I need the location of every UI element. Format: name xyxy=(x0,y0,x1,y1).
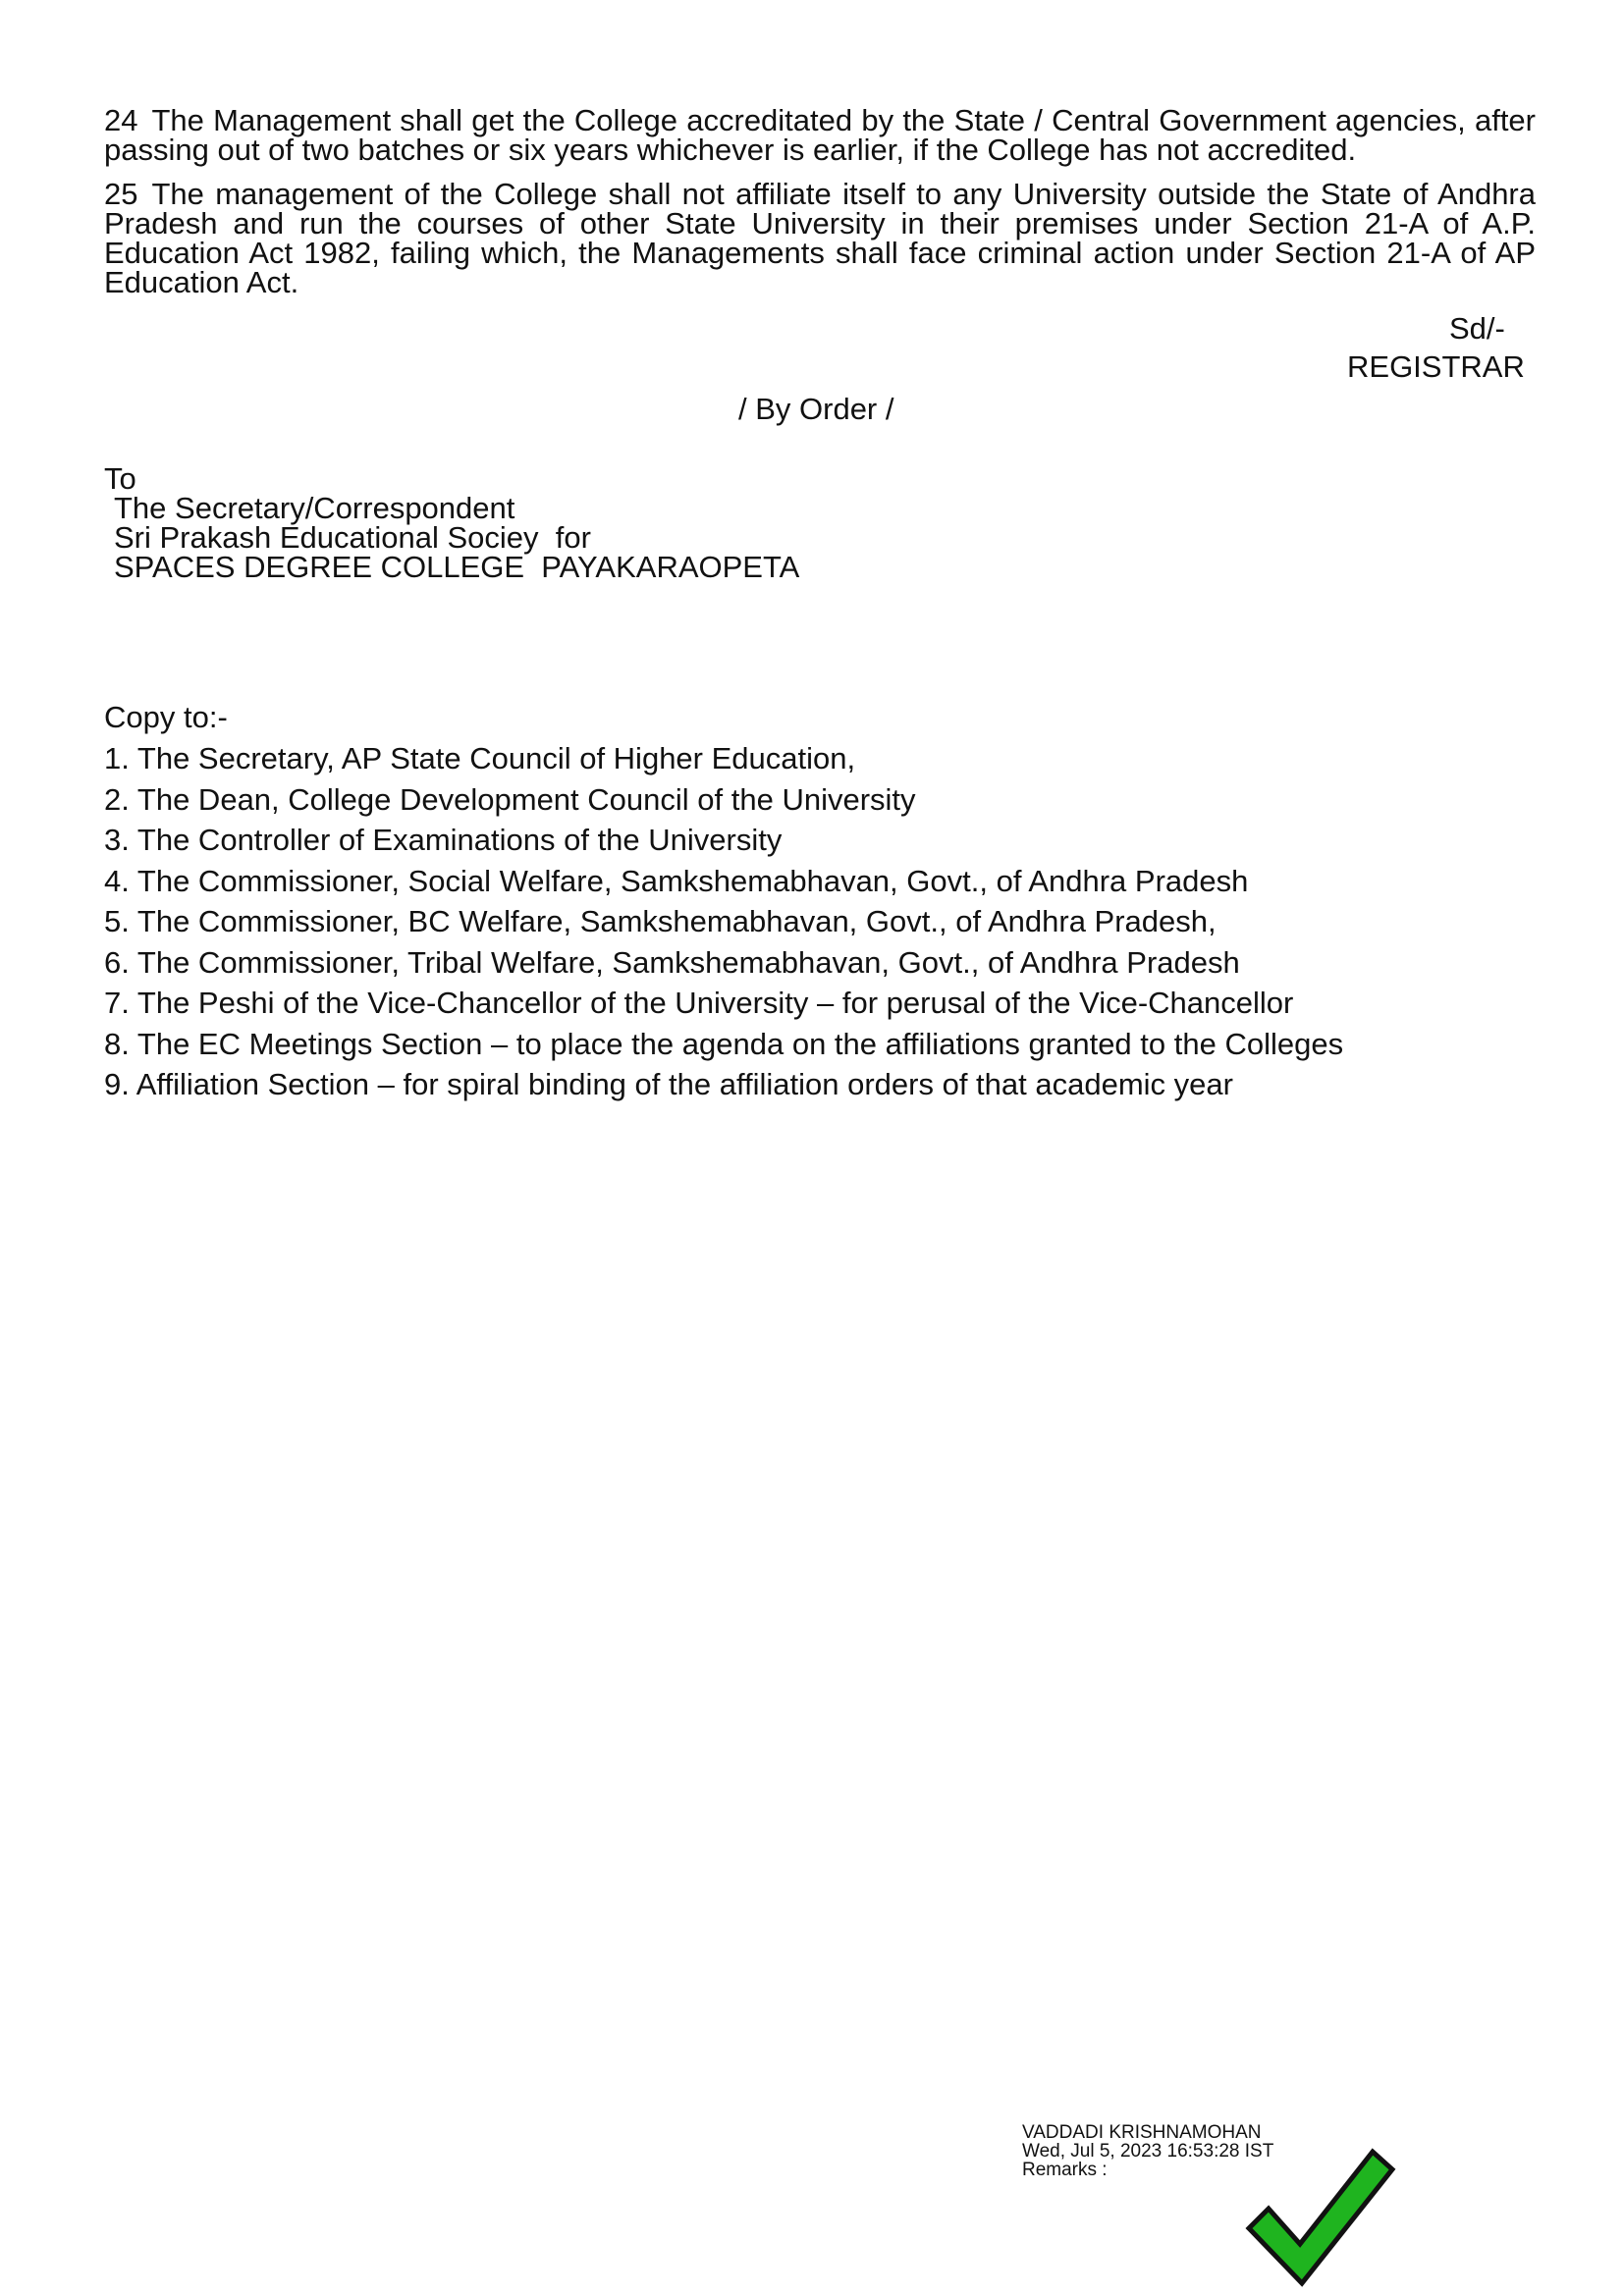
by-order-line: / By Order / xyxy=(738,392,894,426)
sd-mark: Sd/- xyxy=(1449,311,1505,346)
green-checkmark-icon xyxy=(1239,2138,1396,2295)
list-item: 6. The Commissioner, Tribal Welfare, Samkshemabhavan, Govt., of Andhra Pradesh xyxy=(104,944,1240,980)
digital-signature-stamp xyxy=(1022,2123,1273,2179)
list-item: 8. The EC Meetings Section – to place the agenda on the affiliations granted to the Colleges xyxy=(104,1026,1344,1061)
copy-to-heading: Copy to:- xyxy=(104,700,228,734)
list-item: 5. The Commissioner, BC Welfare, Samkshemabhavan, Govt., of Andhra Pradesh, xyxy=(104,904,1217,938)
list-item: 2. The Dean, College Development Council of the University xyxy=(104,781,916,817)
clause-number: 24 xyxy=(104,103,138,137)
clause-24 xyxy=(104,103,1536,167)
checkmark-shape xyxy=(1249,2152,1392,2283)
list-item: 3. The Controller of Examinations of the University xyxy=(104,823,783,857)
clause-25 xyxy=(104,177,1536,299)
clause-text: The Management shall get the College accreditated by the State / Central Government agencies, after passing out of two batches or six years whichever is earlier, if the College has not accredited. xyxy=(104,103,1536,167)
signature-remarks: Remarks : xyxy=(1022,2160,1108,2180)
clause-text: The management of the College shall not affiliate itself to any University outside the State of Andhra Pradesh and run the courses of other State University in their premises under Section 21-A of A.P. Education Act 1982, failing which, the Managements shall face criminal action under Section 21-A of AP Education Act. xyxy=(104,177,1536,299)
address-line-3: SPACES DEGREE COLLEGE PAYAKARAOPETA xyxy=(114,550,800,584)
copy-to-section xyxy=(104,697,1343,1105)
registrar-designation: REGISTRAR xyxy=(1347,349,1525,384)
signer-name: VADDADI KRISHNAMOHAN xyxy=(1022,2122,1262,2143)
list-item: 9. Affiliation Section – for spiral binding of the affiliation orders of that academic year xyxy=(104,1067,1233,1101)
copy-to-list xyxy=(104,738,1343,1105)
clause-number: 25 xyxy=(104,177,138,211)
address-line-2: Sri Prakash Educational Sociey for xyxy=(114,520,591,555)
address-line-1: The Secretary/Correspondent xyxy=(114,491,515,525)
list-item: 4. The Commissioner, Social Welfare, Samkshemabhavan, Govt., of Andhra Pradesh xyxy=(104,863,1249,898)
signature-datetime: Wed, Jul 5, 2023 16:53:28 IST xyxy=(1022,2141,1274,2162)
list-item: 7. The Peshi of the Vice-Chancellor of the University – for perusal of the Vice-Chancellor xyxy=(104,986,1294,1020)
address-to: To xyxy=(104,461,136,496)
list-item: 1. The Secretary, AP State Council of Higher Education, xyxy=(104,741,856,775)
recipient-address xyxy=(104,461,800,584)
